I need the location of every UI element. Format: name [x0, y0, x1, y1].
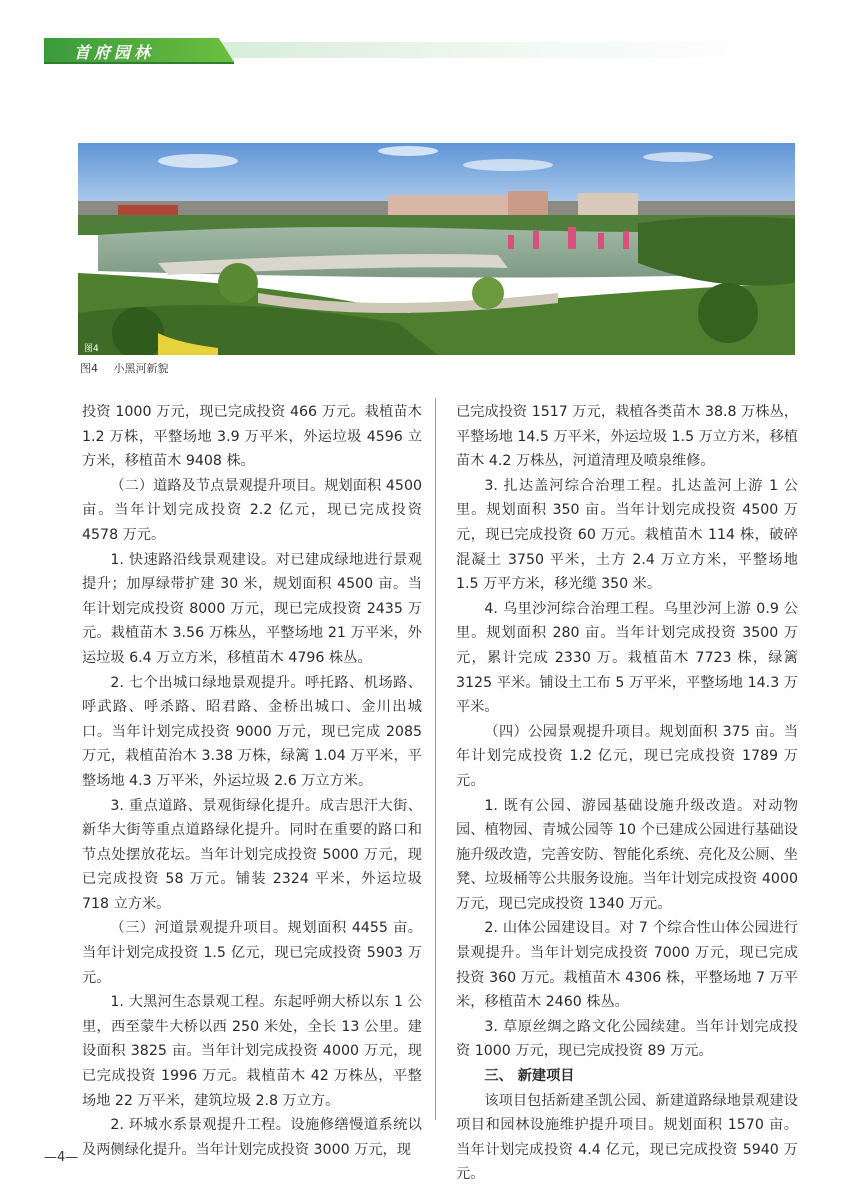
- header-fade-band: [210, 42, 770, 58]
- paragraph: 该项目包括新建圣凯公园、新建道路绿地景观建设项目和园林设施维护提升项目。规划面积 1570 亩。当年计划完成投资 4.4 亿元，现已完成投资 5940 万元。: [456, 1092, 798, 1183]
- paragraph: 投资 1000 万元，现已完成投资 466 万元。栽植苗木 1.2 万株，平整场地 3.9 万平米，外运垃圾 4596 立方米，移植苗木 9408 株。: [82, 404, 422, 470]
- figure-caption: [80, 360, 169, 376]
- paragraph: 2. 山体公园建设目。对 7 个综合性山体公园进行景观提升。当年计划完成投资 7000 万元，现已完成投资 360 万元。栽植苗木 4306 株，平整场地 7 万平米，移植苗木 2460 株丛。: [456, 920, 798, 1011]
- paragraph: 2. 七个出城口绿地景观提升。呼托路、机场路、呼武路、呼杀路、昭君路、金桥出城口、金川出城口。当年计划完成投资 9000 万元，现已完成 2085 万元，栽植苗治木 3.38 万株，绿篱 1.04 万平米，平整场地 4.3 万平米，外运垃圾 2.6 万立方米。: [82, 674, 422, 789]
- paragraph: 已完成投资 1517 万元，栽植各类苗木 38.8 万株丛，平整场地 14.5 万平米，外运垃圾 1.5 万立方米，移植苗木 4.2 万株丛，河道清理及喷泉维修。: [456, 404, 798, 470]
- section-heading: 三、 新建项目: [484, 1068, 575, 1085]
- paragraph: （二）道路及节点景观提升项目。规划面积 4500 亩。当年计划完成投资 2.2 亿元，现已完成投资 4578 万元。: [82, 477, 422, 543]
- paragraph: 1. 既有公园、游园基础设施升级改造。对动物园、植物园、青城公园等 10 个已建成公园进行基础设施升级改造，完善安防、智能化系统、亮化及公厕、坐凳、垃圾桶等公共服务设施。当年计划完成投资 4000 万元，现已完成投资 1340 万元。: [456, 797, 798, 912]
- paragraph: （四）公园景观提升项目。规划面积 375 亩。当年计划完成投资 1.2 亿元，现已完成投资 1789 万元。: [456, 723, 798, 789]
- page-number: —4—: [44, 1150, 79, 1165]
- photo-figure-label: 图4: [84, 344, 99, 354]
- paragraph: 3. 扎达盖河综合治理工程。扎达盖河上游 1 公里。规划面积 350 亩。当年计划完成投资 4500 万元，现已完成投资 60 万元。栽植苗木 114 株，破碎混凝土 3750 平米，土方 2.4 万立方米，平整场地 1.5 万平方米，移光缆 350 米。: [456, 477, 798, 593]
- figure-number: 图4: [80, 362, 98, 375]
- paragraph: 3. 重点道路、景观街绿化提升。成吉思汗大街、新华大街等重点道路绿化提升。同时在重要的路口和节点处摆放花坛。当年计划完成投资 5000 万元，现已完成投资 58 万元。铺装 2324 平米，外运垃圾 718 立方米。: [82, 797, 422, 912]
- paragraph: 1. 快速路沿线景观建设。对已建成绿地进行景观提升；加厚绿带扩建 30 米，规划面积 4500 亩。当年计划完成投资 8000 万元，现已完成投资 2435 万元。栽植苗木 3.56 万株丛，平整场地 21 万平米，外运垃圾 6.4 万立方米，移植苗木 4796 株丛。: [82, 551, 422, 666]
- column-divider: [435, 398, 436, 1120]
- paragraph: 3. 草原丝绸之路文化公园续建。当年计划完成投资 1000 万元，现已完成投资 89 万元。: [456, 1018, 798, 1060]
- river-park-photo: [78, 143, 795, 355]
- header-title: 首府园林: [74, 43, 155, 62]
- figure-caption-text: 小黑河新貌: [113, 362, 169, 375]
- section-header: [0, 38, 850, 68]
- paragraph: 1. 大黑河生态景观工程。东起呼朔大桥以东 1 公里，西至蒙牛大桥以西 250 米处，全长 13 公里。建设面积 3825 亩。当年计划完成投资 4000 万元，现已完成投资 1996 万元。栽植苗木 42 万株丛，平整场地 22 万平米，建筑垃圾 2.8 万立方。: [82, 994, 422, 1109]
- paragraph: 2. 环城水系景观提升工程。设施修缮慢道系统以及两侧绿化提升。当年计划完成投资 3000 万元，现: [82, 1117, 422, 1158]
- paragraph: 4. 乌里沙河综合治理工程。乌里沙河上游 0.9 公里。规划面积 280 亩。当年计划完成投资 3500 万元，累计完成 2330 万。栽植苗木 7723 株，绿篱 3125 平米。铺设土工布 5 万平米，平整场地 14.3 万平米。: [456, 600, 798, 716]
- right-column: [456, 400, 798, 1187]
- paragraph: （三）河道景观提升项目。规划面积 4455 亩。当年计划完成投资 1.5 亿元，现已完成投资 5903 万元。: [82, 920, 422, 986]
- left-column: [82, 400, 422, 1162]
